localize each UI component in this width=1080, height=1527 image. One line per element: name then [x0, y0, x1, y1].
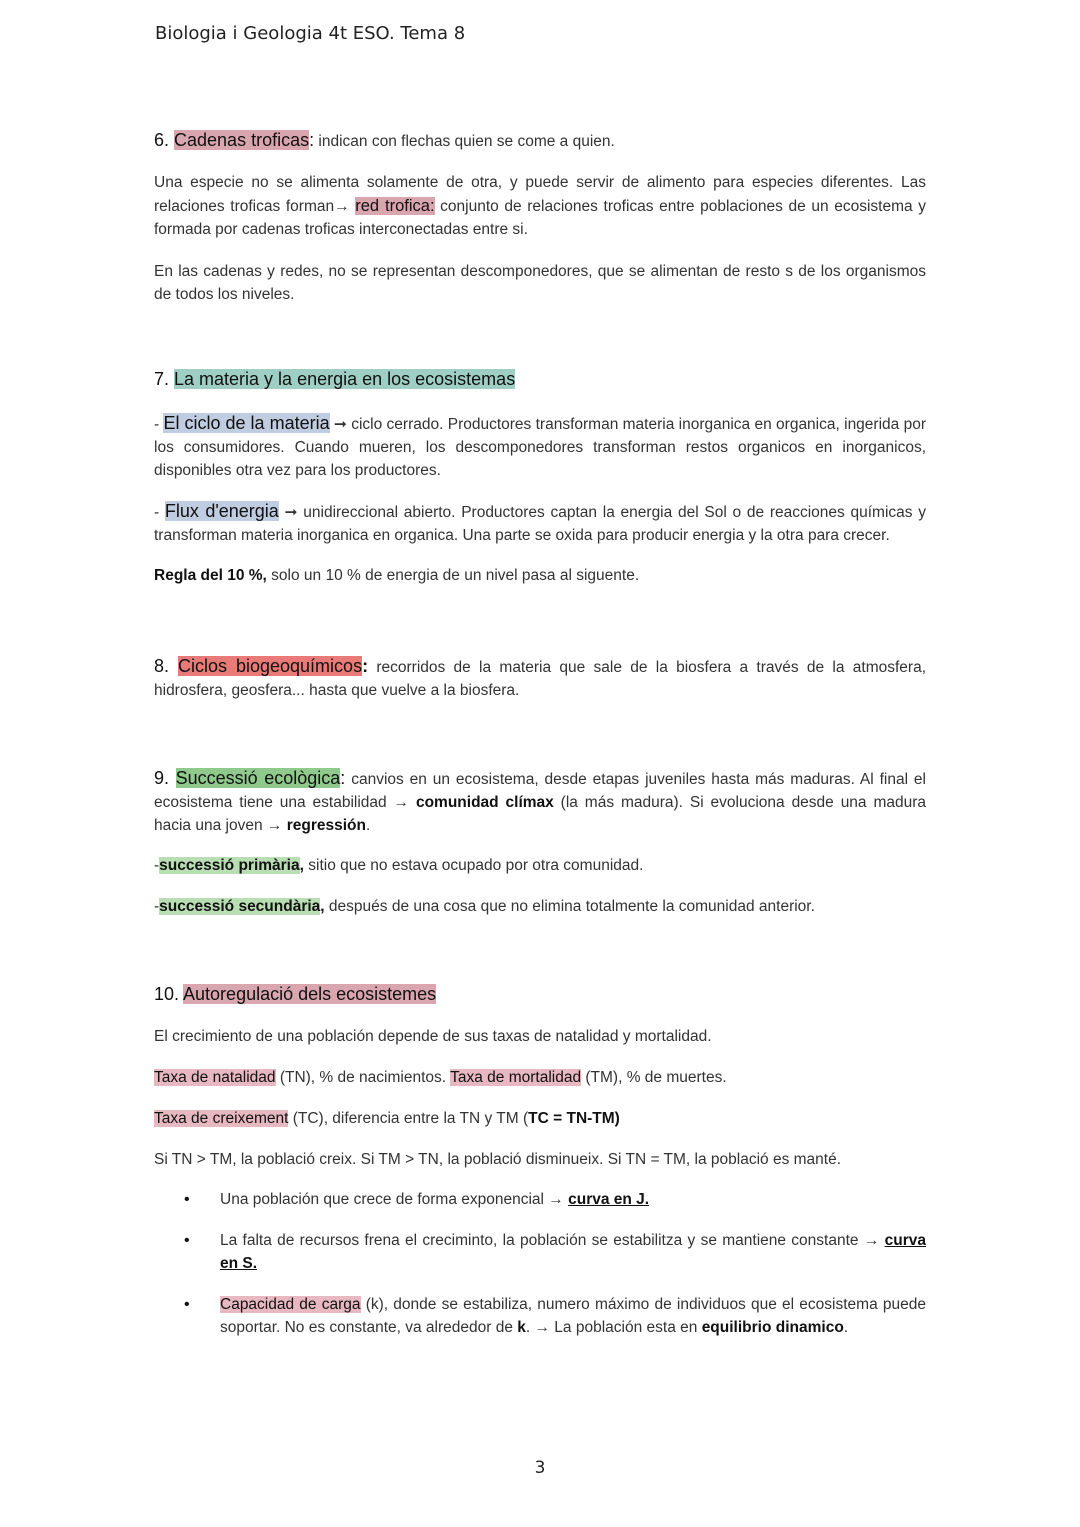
- energy-flux-paragraph: [154, 499, 926, 547]
- section-number: 10.: [154, 984, 184, 1004]
- text: conjunto de relaciones troficas entre poblaciones de un ecosistema y formada por cadenas troficas interconectadas entre si.: [154, 198, 926, 238]
- term-capacidad-carga: Capacidad de carga: [220, 1296, 361, 1313]
- term-successio-ecologica: Successió ecològica: [175, 768, 341, 788]
- formula: TC = TN-TM): [528, 1110, 620, 1127]
- section-number: 7.: [154, 369, 175, 389]
- page-number: 3: [534, 1458, 546, 1478]
- section-6-heading: [154, 128, 926, 153]
- term-taxa-natalidad: Taxa de natalidad: [154, 1069, 276, 1086]
- section-number: 6.: [154, 130, 175, 150]
- term-taxa-mortalidad: Taxa de mortalidad: [450, 1069, 582, 1086]
- term-equilibrio-dinamico: equilibrio dinamico: [701, 1319, 844, 1336]
- text: sitio que no estava ocupado por otra comunidad.: [303, 857, 644, 874]
- term-cadenas-troficas: Cadenas troficas: [174, 130, 310, 150]
- term-successio-primaria: successió primària: [159, 857, 300, 874]
- dash: -: [154, 504, 165, 521]
- section-10-heading: [154, 982, 926, 1007]
- text: después de una cosa que no elimina totalmente la comunidad anterior.: [324, 898, 815, 915]
- materia-cycle-paragraph: [154, 411, 926, 482]
- text: .: [365, 817, 371, 834]
- section-number: 9.: [154, 768, 176, 788]
- bullet-icon: •: [184, 1296, 190, 1313]
- list-item: [154, 1293, 926, 1339]
- page-header: Biologia i Geologia 4t ESO. Tema 8: [155, 23, 466, 44]
- section-7-title: La materia y la energia en los ecosistemas: [174, 369, 516, 389]
- section-8-paragraph: [154, 654, 926, 702]
- arrow: ➞: [329, 416, 352, 433]
- colon: :: [309, 130, 315, 150]
- text: (TN), % de nacimientos.: [275, 1069, 451, 1086]
- dash: -: [154, 857, 160, 874]
- curva-j-label: curva en J.: [568, 1191, 650, 1208]
- text: La falta de recursos frena el creciminto, la población se estabilitza y se mantiene constante →: [220, 1232, 885, 1249]
- text: ciclo cerrado. Productores transforman materia inorganica en organica, ingerida por los consumidores. Cuando mueren, los descomponedores transforman restos organicos en inorganicos, disponibles otra vez para los productores.: [154, 416, 926, 479]
- bullet-icon: •: [184, 1232, 190, 1249]
- taxa-creixement: [154, 1107, 926, 1130]
- definition: recorridos de la materia que sale de la biosfera a través de la atmosfera, hidrosfera, geosfera... hasta que vuelve a la biosfera.: [154, 659, 926, 699]
- rule-10-paragraph: [154, 564, 926, 587]
- list-item: [154, 1229, 926, 1275]
- growth-rules: Si TN > TM, la població creix. Si TM > TN, la població disminueix. Si TN = TM, la població es manté.: [154, 1151, 842, 1168]
- definition: indican con flechas quien se come a quien.: [314, 133, 615, 150]
- text: Una población que crece de forma exponencial →: [220, 1191, 569, 1208]
- bullet-list: [154, 1188, 926, 1339]
- dash: -: [154, 898, 160, 915]
- successio-secundaria-paragraph: [154, 895, 926, 918]
- term-regression: regressión: [286, 817, 366, 834]
- k-symbol: k: [517, 1319, 526, 1336]
- dash: -: [154, 416, 164, 433]
- list-item: [154, 1188, 926, 1211]
- section-7-heading: [154, 367, 926, 392]
- text: solo un 10 % de energia de un nivel pasa al siguente.: [266, 567, 640, 584]
- colon: :: [340, 768, 346, 788]
- section-6-paragraph-1: [154, 171, 926, 241]
- term-successio-secundaria: successió secundària: [159, 898, 321, 915]
- term-taxa-creixement: Taxa de creixement: [154, 1110, 289, 1127]
- section-6-paragraph-2: En las cadenas y redes, no se representan descomponedores, que se alimentan de resto s de los organismos de todos los niveles.: [154, 263, 926, 303]
- comma: ,: [299, 857, 304, 874]
- colon: :: [362, 656, 369, 676]
- text: . → La población esta en: [525, 1319, 702, 1336]
- section-number: 8.: [154, 656, 178, 676]
- text: (la más madura). Si evoluciona desde una madura hacia una joven →: [154, 794, 926, 834]
- rule-10-label: Regla del 10 %,: [154, 567, 267, 584]
- term-ciclos-biogeoquimicos: Ciclos biogeoquímicos: [178, 656, 363, 676]
- bullet-icon: •: [184, 1191, 190, 1208]
- arrow: ➞: [278, 504, 304, 521]
- comma: ,: [320, 898, 325, 915]
- term-comunidad-climax: comunidad clímax: [415, 794, 554, 811]
- text: (TM), % de muertes.: [581, 1069, 727, 1086]
- term-ciclo-materia: El ciclo de la materia: [163, 413, 330, 433]
- text: (TC), diferencia entre la TN y TM (: [288, 1110, 529, 1127]
- text: (k), donde se estabiliza, numero máximo de individuos que el ecosistema puede soportar. No es constante, va alrededor de: [220, 1296, 926, 1336]
- section-9-paragraph: [154, 766, 926, 837]
- term-flux-energia: Flux d'energia: [164, 501, 279, 521]
- text: unidireccional abierto. Productores captan la energia del Sol o de reacciones químicas y transforman materia inorganica en organica. Una parte se oxida para producir energia y la otra para crecer.: [154, 504, 927, 544]
- taxa-natalidad-mortalidad: [154, 1066, 926, 1089]
- curva-s-label: curva en S.: [220, 1232, 926, 1272]
- text: .: [843, 1319, 849, 1336]
- section-10-title: Autoregulació dels ecosistemes: [183, 984, 437, 1004]
- successio-primaria-paragraph: [154, 854, 926, 877]
- text: canvios en un ecosistema, desde etapas juveniles hasta más maduras. Al final el ecosistema tiene una estabilidad →: [154, 771, 926, 811]
- text: Una especie no se alimenta solamente de otra, y puede servir de alimento para especies diferentes. Las relaciones troficas forman→: [154, 174, 926, 215]
- term-red-trofica: red trofica:: [355, 197, 435, 215]
- section-10-intro: El crecimiento de una población depende de sus taxas de natalidad y mortalidad.: [154, 1028, 712, 1045]
